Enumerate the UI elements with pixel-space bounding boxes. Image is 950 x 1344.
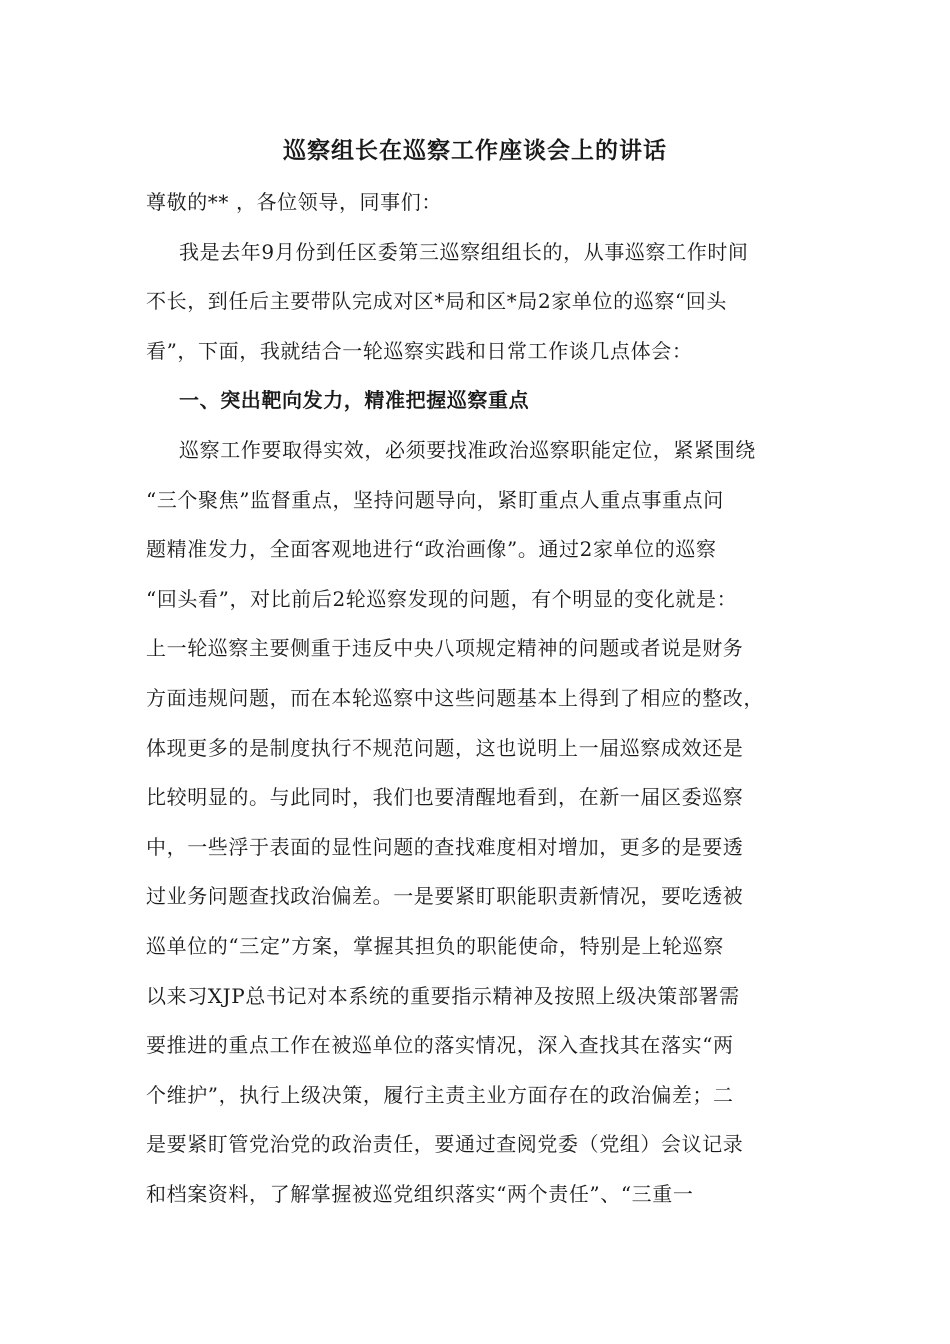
paragraph-line: 方面违规问题，而在本轮巡察中这些问题基本上得到了相应的整改， xyxy=(146,685,764,710)
paragraph-line: 和档案资料，了解掌握被巡党组织落实“两个责任”、“三重一 xyxy=(146,1181,694,1206)
paragraph-line: 要推进的重点工作在被巡单位的落实情况，深入查找其在落实“两 xyxy=(146,1033,734,1058)
paragraph-line: 过业务问题查找政治偏差。一是要紧盯职能职责新情况，要吃透被 xyxy=(146,884,744,909)
paragraph-line: 体现更多的是制度执行不规范问题，这也说明上一届巡察成效还是 xyxy=(146,735,744,760)
paragraph-line: 比较明显的。与此同时，我们也要清醒地看到，在新一届区委巡察 xyxy=(146,785,744,810)
paragraph-line: 上一轮巡察主要侧重于违反中央八项规定精神的问题或者说是财务 xyxy=(146,636,744,661)
paragraph-line: 题精准发力，全面客观地进行“政治画像”。通过2家单位的巡察 xyxy=(146,537,717,562)
paragraph-line: 个维护”，执行上级决策，履行主责主业方面存在的政治偏差；二 xyxy=(146,1082,734,1107)
paragraph-line: 不长，到任后主要带队完成对区*局和区*局2家单位的巡察“回头 xyxy=(146,289,727,314)
paragraph-line: 我是去年9月份到任区委第三巡察组组长的，从事巡察工作时间 xyxy=(179,239,749,264)
paragraph-line: “三个聚焦”监督重点，坚持问题导向，紧盯重点人重点事重点问 xyxy=(146,487,724,512)
paragraph-line: “回头看”，对比前后2轮巡察发现的问题，有个明显的变化就是： xyxy=(146,586,738,611)
document-body xyxy=(146,181,818,1222)
paragraph-line: 巡察工作要取得实效，必须要找准政治巡察职能定位，紧紧围绕 xyxy=(179,437,756,462)
section-heading: 一、突出靶向发力，精准把握巡察重点 xyxy=(179,388,530,413)
paragraph-line: 是要紧盯管党治党的政治责任，要通过查阅党委（党组）会议记录 xyxy=(146,1132,744,1157)
salutation-line: 尊敬的** ，各位领导，同事们： xyxy=(146,190,442,214)
paragraph-line: 以来习XJP总书记对本系统的重要指示精神及按照上级决策部署需 xyxy=(146,983,740,1008)
paragraph-line: 看”，下面，我就结合一轮巡察实践和日常工作谈几点体会： xyxy=(146,338,693,363)
paragraph-line: 中，一些浮于表面的显性问题的查找难度相对增加，更多的是要透 xyxy=(146,834,744,859)
paragraph-line: 巡单位的“三定”方案，掌握其担负的职能使命，特别是上轮巡察 xyxy=(146,933,724,958)
document-title: 巡察组长在巡察工作座谈会上的讲话 xyxy=(283,137,667,164)
